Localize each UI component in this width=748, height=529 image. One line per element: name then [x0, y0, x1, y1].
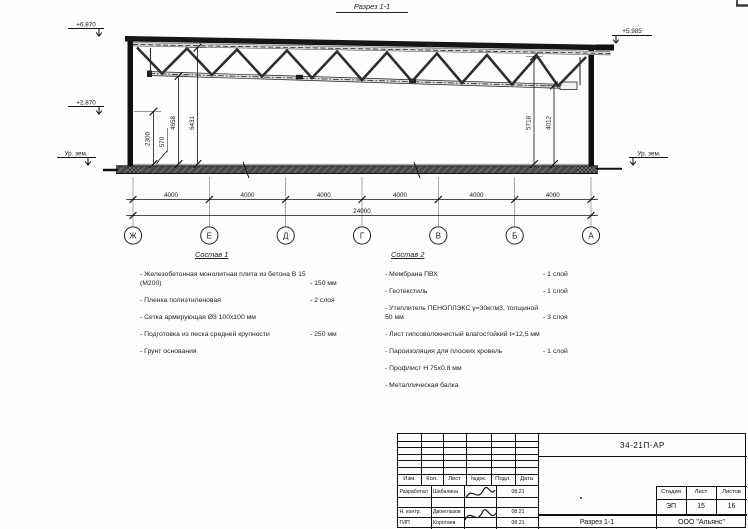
ground-level-label: Ур. зем.	[64, 150, 88, 158]
rev-col-kol: Кол.	[426, 476, 438, 482]
bay-dim-label: 4000	[469, 192, 484, 199]
dim-label: 6431	[189, 115, 196, 131]
stray-dot	[580, 497, 582, 499]
elevation-label: +6.870	[76, 21, 96, 29]
sheet-value: 15	[697, 502, 705, 510]
grid-axes	[124, 227, 599, 244]
company-name: ООО "Альянс"	[678, 519, 725, 526]
view-title: Разрез 1-1	[336, 2, 408, 13]
horizontal-dimensions	[126, 177, 598, 226]
sostav2-block	[385, 250, 640, 399]
bay-dim-label: 4000	[163, 192, 179, 199]
axis-label: В	[435, 231, 441, 241]
bay-dim-label: 4000	[392, 192, 408, 199]
ground-level-label: Ур. зем.	[637, 150, 661, 158]
axis-label: Ж	[129, 231, 137, 241]
bay-dim-label: 4000	[240, 192, 255, 199]
stage-label: Стадия	[661, 489, 681, 495]
list-item: - Железобетонная монолитная плита из бетона В 15 (М200) - 150 мм	[140, 271, 337, 287]
bay-dim-label: 4000	[316, 192, 331, 199]
rev-col-data: Дата	[520, 476, 533, 482]
sign-date: 08.21	[511, 509, 525, 515]
rev-col-ndoc: №док.	[470, 476, 487, 482]
stage-value: ЭП	[665, 502, 677, 510]
elevation-label: +5.985	[622, 28, 642, 35]
dim-label: 2300	[144, 131, 152, 147]
list-item: - Утеплитель ПЕНОПЛЭКС γ=30кг/м3, толщиной 50 мм - 3 слоя	[385, 305, 568, 321]
sign-date: 08.21	[511, 519, 525, 526]
rev-col-izm: Изм.	[403, 476, 416, 482]
sign-role: ГИП	[399, 519, 410, 526]
sheets-label: Листов	[722, 489, 741, 495]
sign-date: 08.21	[511, 488, 525, 495]
sign-name: Двоеглазов	[433, 509, 461, 515]
axis-label: Г	[359, 231, 365, 241]
list-item: - Геотекстиль - 1 слой	[385, 288, 568, 296]
doc-code: 34-21П-АР	[620, 440, 665, 450]
ground-slab	[103, 162, 622, 178]
dim-label: 4012	[545, 115, 553, 131]
rev-col-podl: Подл.	[495, 476, 511, 482]
dim-label: 5718	[525, 115, 533, 131]
rev-col-list: Лист	[448, 476, 461, 482]
sostav1-block	[140, 250, 395, 365]
sostav1-title: Состав 1	[195, 250, 229, 259]
axis-label: А	[588, 231, 594, 241]
bay-dim-label: 4000	[545, 192, 560, 199]
frame-corner	[736, 0, 748, 6]
sign-role: Разработал	[399, 488, 428, 495]
dim-label: 570	[159, 136, 166, 148]
sheets-value: 16	[727, 502, 736, 510]
axis-label: Е	[206, 231, 212, 241]
sign-name: Шабалина	[433, 488, 459, 495]
truss	[137, 48, 586, 90]
elevation-label: +2.870	[76, 99, 96, 107]
list-item: - Пароизоляция для плоских кровель - 1 слой	[385, 347, 568, 355]
sostav2-title: Состав 2	[391, 250, 425, 259]
axis-label: Д	[282, 231, 289, 241]
signature-scribbles	[462, 482, 498, 529]
roof	[125, 36, 614, 55]
list-item: - Пленка полиэтиленовая - 2 слоя	[140, 296, 335, 304]
list-item: - Грунт основания	[140, 347, 197, 355]
drawing-name: Разрез 1-1	[579, 519, 615, 526]
sign-name: Коротаев	[433, 519, 456, 526]
list-item: - Подготовка из песка средней крупности - 250 мм	[140, 330, 337, 338]
total-dim-label: 24000	[353, 208, 371, 215]
axis-label: Б	[512, 231, 518, 241]
list-item: - Металлическая балка	[385, 381, 459, 389]
list-item: - Профлист Н 75х0.8 мм	[385, 364, 462, 372]
title-block	[397, 433, 746, 528]
list-item: - Лист гипсоволокнистый влагостойкий t=12,5 мм	[385, 330, 540, 338]
list-item: - Сетка армирующая Ø3 100х100 мм	[140, 313, 256, 321]
list-item: - Мембрана ПВХ - 1 слой	[385, 271, 568, 279]
sheet-label: Лист	[694, 489, 708, 495]
sign-role: Н. контр.	[399, 509, 421, 515]
dim-label: 4658	[170, 115, 177, 131]
